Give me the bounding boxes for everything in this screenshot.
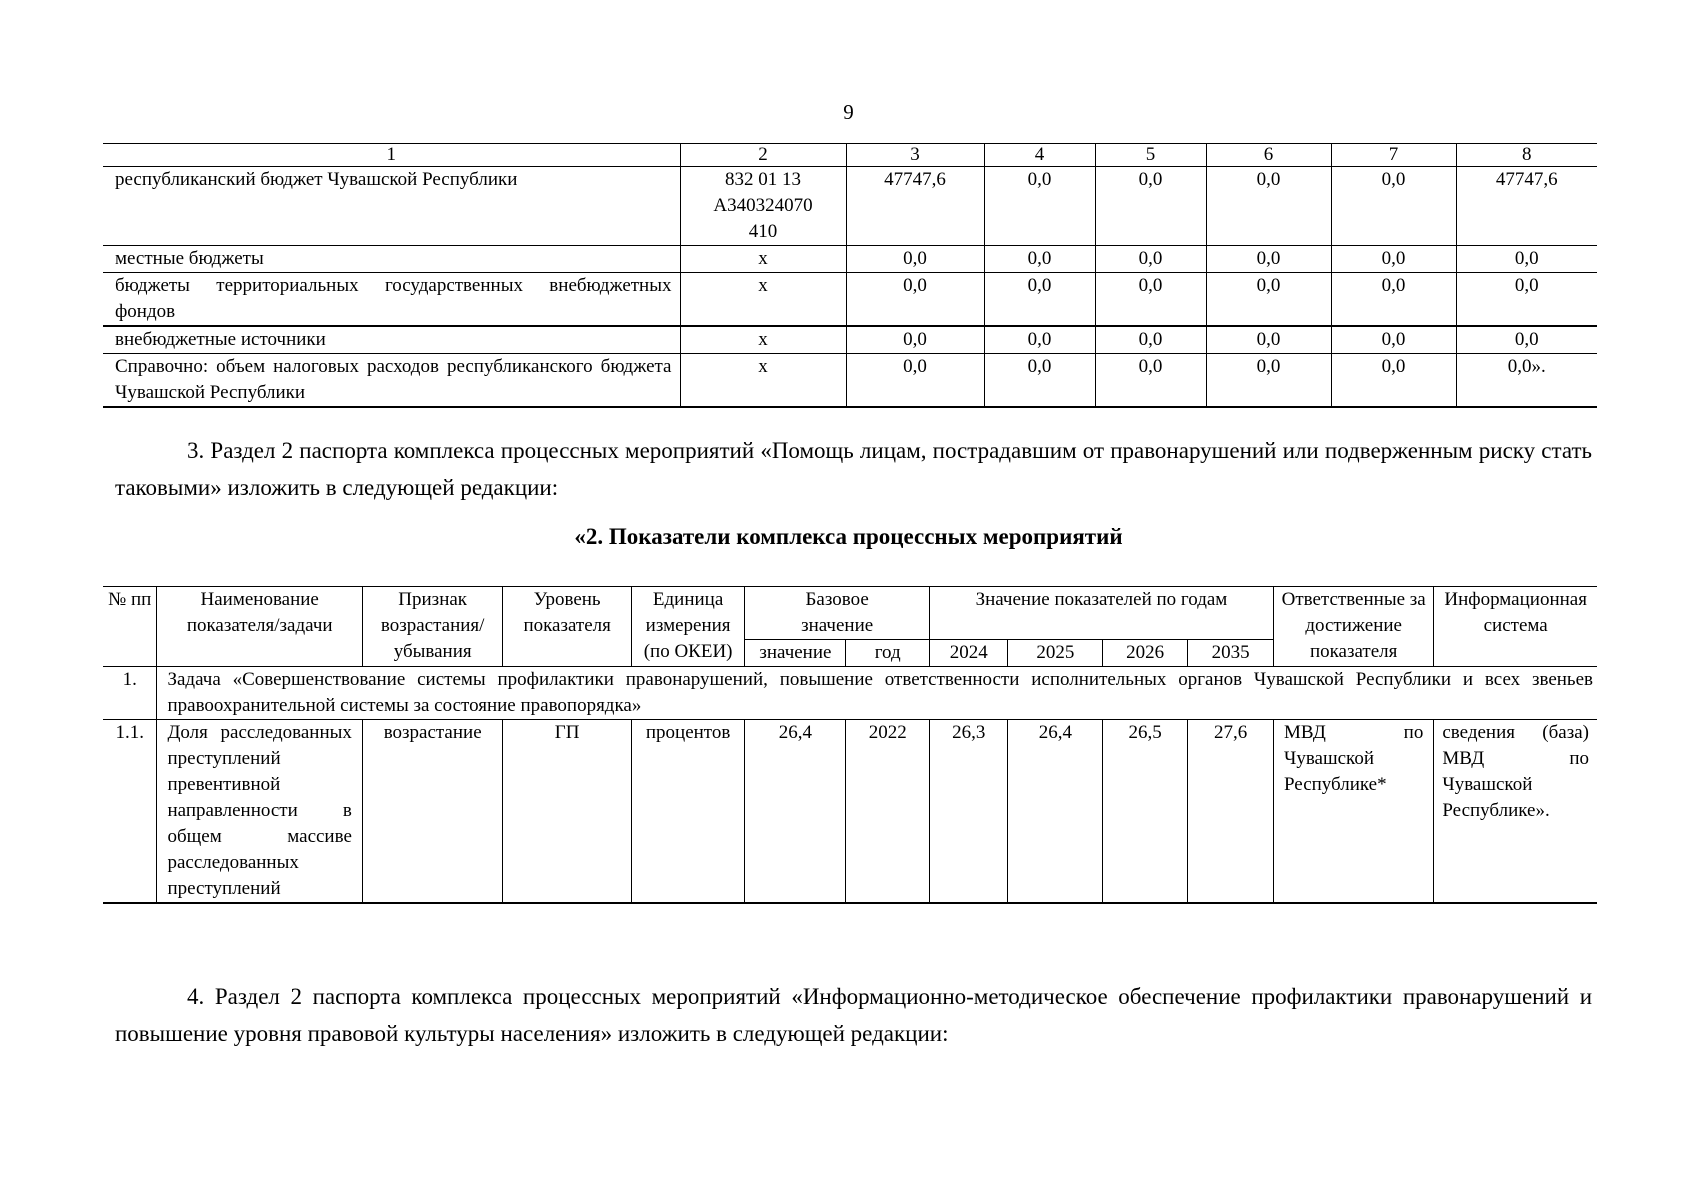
header-num: № пп xyxy=(103,587,157,667)
header-cell: 6 xyxy=(1206,144,1331,167)
row-label: бюджеты территориальных государственных внебюджетных фондов xyxy=(103,273,680,327)
header-cell: 1 xyxy=(103,144,680,167)
value-cell: 0,0 xyxy=(984,167,1095,246)
value-cell: 0,0 xyxy=(1206,246,1331,273)
indicator-unit: процентов xyxy=(631,720,744,904)
value-cell: 0,0 xyxy=(984,273,1095,327)
section-title: «2. Показатели комплекса процессных мероприятий xyxy=(574,524,1123,549)
value-cell: 0,0 xyxy=(1456,273,1597,327)
table-row xyxy=(103,326,1597,354)
indicator-level: ГП xyxy=(503,720,631,904)
value-cell: 0,0 xyxy=(1095,326,1206,354)
indicator-base-year: 2022 xyxy=(846,720,929,904)
indicator-value: 27,6 xyxy=(1188,720,1274,904)
indicator-value: 26,4 xyxy=(1008,720,1103,904)
value-cell: 0,0 xyxy=(1095,167,1206,246)
header-base-year: год xyxy=(846,640,929,667)
value-cell: 0,0 xyxy=(984,326,1095,354)
header-cell: 2 xyxy=(680,144,846,167)
value-cell: 0,0 xyxy=(1206,167,1331,246)
row-label: внебюджетные источники xyxy=(103,326,680,354)
paragraph-3: 3. Раздел 2 паспорта комплекса процессных мероприятий «Помощь лицам, пострадавшим от правонарушений или подверженным риску стать таковыми» изложить в следующей редакции: xyxy=(115,438,1592,500)
paragraph-4: 4. Раздел 2 паспорта комплекса процессных мероприятий «Информационно-методическое обеспечение профилактики правонарушений и повышение уровня правовой культуры населения» изложить в следующей редакции: xyxy=(115,984,1592,1046)
header-sign: Признак возрастания/убывания xyxy=(362,587,503,667)
value-cell: 0,0 xyxy=(1095,246,1206,273)
indicator-base-value: 26,4 xyxy=(745,720,846,904)
value-cell: 0,0 xyxy=(1206,354,1331,408)
value-cell: 0,0 xyxy=(1331,246,1456,273)
value-cell: 0,0 xyxy=(846,326,984,354)
budget-code: 832 01 13 А340324070 410 xyxy=(680,167,846,246)
header-cell: 4 xyxy=(984,144,1095,167)
header-name: Наименование показателя/задачи xyxy=(157,587,362,667)
indicator-name: Доля расследованных преступлений превентивной направленности в общем массиве расследованных преступлений xyxy=(157,720,362,904)
value-cell: 0,0 xyxy=(1456,246,1597,273)
header-info-system: Информационная система xyxy=(1434,587,1597,667)
value-cell: 0,0 xyxy=(1095,273,1206,327)
value-cell: 0,0 xyxy=(1206,326,1331,354)
indicator-value: 26,3 xyxy=(929,720,1008,904)
value-cell: 0,0 xyxy=(1206,273,1331,327)
value-cell: 0,0 xyxy=(984,354,1095,408)
header-year: 2035 xyxy=(1188,640,1274,667)
header-responsible: Ответственные за достижение показателя xyxy=(1273,587,1433,667)
indicator-value: 26,5 xyxy=(1103,720,1188,904)
page-number: 9 xyxy=(843,100,854,124)
budget-code: х xyxy=(680,273,846,327)
value-cell: 47747,6 xyxy=(1456,167,1597,246)
value-cell: 0,0 xyxy=(1331,167,1456,246)
indicator-num: 1.1. xyxy=(103,720,157,904)
value-cell: 0,0 xyxy=(1095,354,1206,408)
indicator-responsible: МВД по Чувашской Республике* xyxy=(1273,720,1433,904)
value-cell: 0,0 xyxy=(1456,326,1597,354)
task-num: 1. xyxy=(103,667,157,720)
task-text: Задача «Совершенствование системы профилактики правонарушений, повышение ответственности исполнительных органов Чувашской Республики и всех звеньев правоохранительной системы за состояние правопорядка» xyxy=(157,667,1597,720)
indicators-table xyxy=(103,586,1597,904)
header-year: 2024 xyxy=(929,640,1008,667)
header-year: 2025 xyxy=(1008,640,1103,667)
header-base: Базовое значение xyxy=(745,587,930,640)
value-cell: 0,0 xyxy=(984,246,1095,273)
table-row xyxy=(103,354,1597,408)
header-base-value: значение xyxy=(745,640,846,667)
header-row xyxy=(103,587,1597,640)
table-row xyxy=(103,167,1597,246)
value-cell: 0,0». xyxy=(1456,354,1597,408)
header-year: 2026 xyxy=(1103,640,1188,667)
value-cell: 0,0 xyxy=(846,273,984,327)
header-cell: 7 xyxy=(1331,144,1456,167)
value-cell: 47747,6 xyxy=(846,167,984,246)
header-cell: 3 xyxy=(846,144,984,167)
value-cell: 0,0 xyxy=(1331,326,1456,354)
indicator-row xyxy=(103,720,1597,904)
indicator-sign: возрастание xyxy=(362,720,503,904)
task-row xyxy=(103,667,1597,720)
value-cell: 0,0 xyxy=(1331,273,1456,327)
table-row xyxy=(103,246,1597,273)
header-level: Уровень показателя xyxy=(503,587,631,667)
value-cell: 0,0 xyxy=(846,354,984,408)
header-years: Значение показателей по годам xyxy=(929,587,1273,640)
row-label: республиканский бюджет Чувашской Республики xyxy=(103,167,680,246)
header-cell: 8 xyxy=(1456,144,1597,167)
header-unit: Единица измерения (по ОКЕИ) xyxy=(631,587,744,667)
budget-code: х xyxy=(680,326,846,354)
funding-table xyxy=(103,143,1597,408)
table-header-row xyxy=(103,144,1597,167)
budget-code: х xyxy=(680,354,846,408)
indicator-info-system: сведения (база) МВД по Чувашской Республике». xyxy=(1434,720,1597,904)
table-row xyxy=(103,273,1597,327)
row-label: Справочно: объем налоговых расходов республиканского бюджета Чувашской Республики xyxy=(103,354,680,408)
row-label: местные бюджеты xyxy=(103,246,680,273)
value-cell: 0,0 xyxy=(846,246,984,273)
budget-code: х xyxy=(680,246,846,273)
header-cell: 5 xyxy=(1095,144,1206,167)
value-cell: 0,0 xyxy=(1331,354,1456,408)
